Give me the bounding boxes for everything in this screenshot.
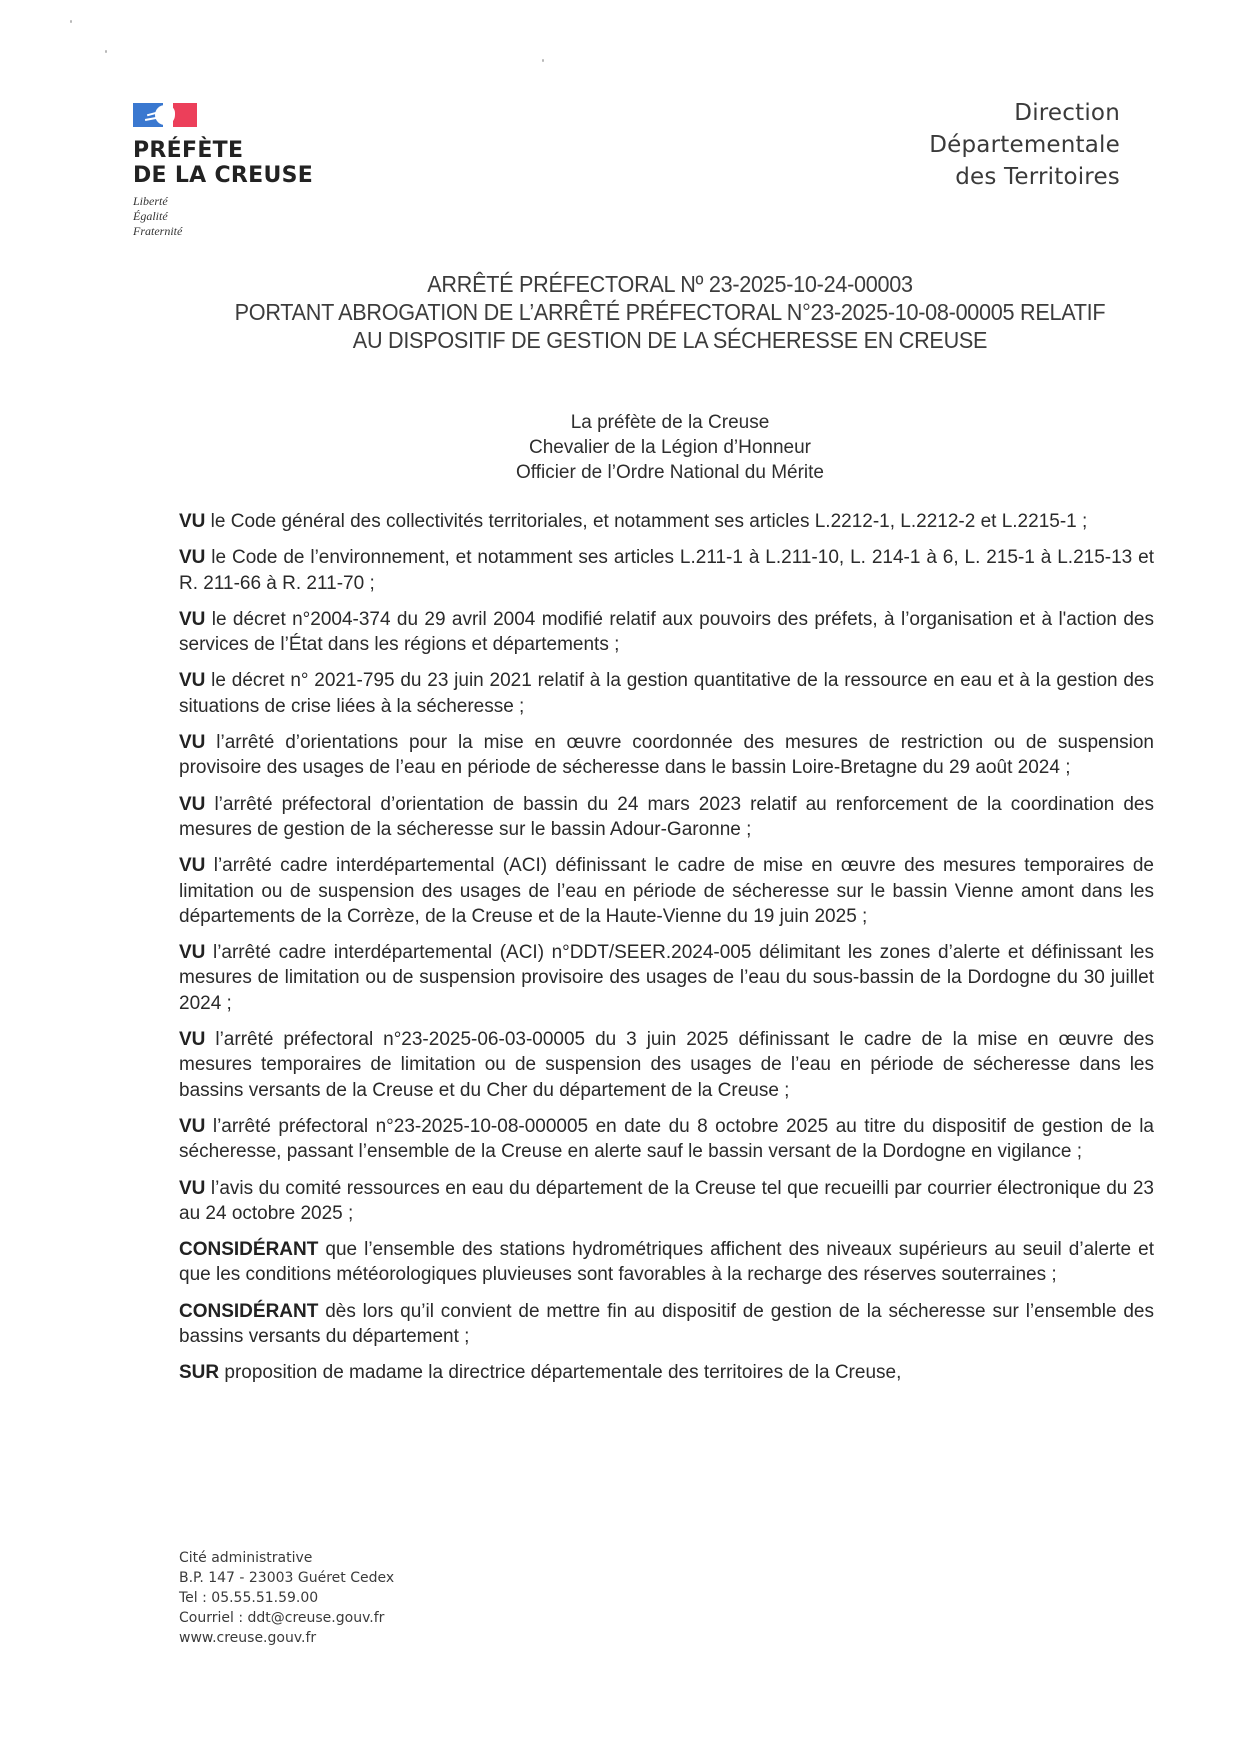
preamble-paragraph (179, 1176, 1154, 1227)
republic-motto (133, 194, 333, 239)
paragraph-keyword: VU (179, 608, 206, 630)
preamble-paragraph (179, 1114, 1154, 1165)
prefecture-name-line: DE LA CREUSE (133, 163, 314, 188)
decree-preamble (179, 509, 1154, 1397)
footer-email: Courriel : ddt@creuse.gouv.fr (179, 1610, 385, 1626)
paragraph-keyword: VU (179, 1115, 206, 1137)
preamble-paragraph (179, 1027, 1154, 1103)
considering-paragraph (179, 1237, 1154, 1288)
paragraph-keyword: CONSIDÉRANT (179, 1300, 319, 1322)
title-line: AU DISPOSITIF DE GESTION DE LA SÉCHERESSE EN CREUSE (352, 327, 988, 353)
motto-line: Égalité (133, 209, 168, 223)
prefecture-logo (133, 103, 333, 239)
paragraph-text: l’arrêté d’orientations pour la mise en œuvre coordonnée des mesures de restriction ou de suspension provisoire des usages de l’eau en période de sécheresse dans le bassin Loire-Bretagne du 29 août 2024 ; (179, 732, 1154, 779)
paragraph-text: l’arrêté cadre interdépartemental (ACI) définissant le cadre de mise en œuvre des mesures temporaires de limitation ou de suspension des usages de l’eau en période de sécheresse sur le bassin Vienne amont dans les départements de la Corrèze, de la Creuse et de la Haute-Vienne du 19 juin 2025 ; (179, 855, 1154, 927)
scan-speck (542, 59, 544, 62)
paragraph-text: l’arrêté préfectoral n°23-2025-06-03-00005 du 3 juin 2025 définissant le cadre de la mise en œuvre des mesures temporaires de limitation ou de suspension des usages de l’eau en période de sécheresse dans les bassins versants de la Creuse et du Cher du département de la Creuse ; (179, 1029, 1154, 1101)
paragraph-text: l’arrêté préfectoral d’orientation de bassin du 24 mars 2023 relatif au renforcement de la coordination des mesures de gestion de la sécheresse sur le bassin Adour-Garonne ; (179, 793, 1154, 840)
prefecture-name-line: PRÉFÈTE (133, 138, 244, 163)
department-line: Direction (1014, 100, 1120, 126)
preamble-paragraph (179, 607, 1154, 658)
paragraph-keyword: VU (179, 732, 206, 754)
footer-postal: B.P. 147 - 23003 Guéret Cedex (179, 1570, 395, 1586)
preamble-paragraph (179, 853, 1154, 929)
preamble-paragraph (179, 668, 1154, 719)
preamble-paragraph (179, 545, 1154, 596)
paragraph-text: que l’ensemble des stations hydrométriques affichent des niveaux supérieurs au seuil d’alerte et que les conditions météorologiques pluvieuses sont favorables à la recharge des réserves souterraines ; (179, 1239, 1154, 1286)
paragraph-keyword: VU (179, 547, 206, 569)
signing-authority (160, 410, 1180, 485)
authority-line: Chevalier de la Légion d’Honneur (528, 437, 812, 458)
marianne-flag-icon (133, 103, 197, 127)
paragraph-keyword: VU (179, 942, 206, 964)
scan-speck (70, 20, 72, 23)
scan-speck (105, 50, 107, 53)
authority-line: La préfète de la Creuse (570, 412, 770, 433)
contact-footer (179, 1548, 394, 1648)
paragraph-keyword: VU (179, 1177, 206, 1199)
preamble-paragraph (179, 509, 1154, 534)
footer-website: www.creuse.gouv.fr (179, 1630, 317, 1646)
paragraph-text: l’arrêté cadre interdépartemental (ACI) n°DDT/SEER.2024-005 délimitant les zones d’alerte et définissant les mesures de limitation ou de suspension provisoire des usages de l’eau du sous-bassin de la Dordogne du 30 juillet 2024 ; (179, 942, 1154, 1014)
title-line: ARRÊTÉ PRÉFECTORAL Nº 23-2025-10-24-00003 (427, 271, 913, 297)
title-line: PORTANT ABROGATION DE L’ARRÊTÉ PRÉFECTORAL N°23-2025-10-08-00005 RELATIF (234, 299, 1106, 325)
decree-title (191, 270, 1150, 354)
paragraph-text: le décret n° 2021-795 du 23 juin 2021 relatif à la gestion quantitative de la ressource en eau et à la gestion des situations de crise liées à la sécheresse ; (179, 670, 1154, 717)
issuing-department (929, 97, 1120, 193)
paragraph-keyword: VU (179, 855, 206, 877)
authority-line: Officier de l’Ordre National du Mérite (516, 462, 824, 483)
paragraph-text: l’avis du comité ressources en eau du département de la Creuse tel que recueilli par courrier électronique du 23 au 24 octobre 2025 ; (179, 1177, 1154, 1224)
paragraph-keyword: SUR (179, 1362, 220, 1384)
paragraph-keyword: VU (179, 511, 206, 532)
considering-paragraph (179, 1299, 1154, 1350)
paragraph-text: l’arrêté préfectoral n°23-2025-10-08-000005 en date du 8 octobre 2025 au titre du dispositif de gestion de la sécheresse, passant l’ensemble de la Creuse en alerte sauf le bassin versant de la Dordogne en vigilance ; (179, 1115, 1154, 1163)
paragraph-text: le décret n°2004-374 du 29 avril 2004 modifié relatif aux pouvoirs des préfets, à l’organisation et à l'action des services de l’État dans les régions et départements ; (179, 608, 1154, 656)
paragraph-keyword: VU (179, 1029, 206, 1051)
paragraph-keyword: VU (179, 670, 206, 692)
paragraph-keyword: VU (179, 793, 206, 815)
preamble-paragraph (179, 940, 1154, 1016)
paragraph-keyword: CONSIDÉRANT (179, 1239, 319, 1261)
preamble-paragraph (179, 730, 1154, 781)
preamble-paragraph (179, 792, 1154, 843)
proposal-paragraph (179, 1360, 1154, 1385)
department-line: Départementale (929, 132, 1120, 158)
footer-address: Cité administrative (179, 1550, 313, 1566)
motto-line: Liberté (133, 194, 168, 208)
paragraph-text: proposition de madame la directrice départementale des territoires de la Creuse, (219, 1362, 902, 1384)
footer-phone: Tel : 05.55.51.59.00 (179, 1590, 319, 1606)
prefecture-name (133, 138, 333, 188)
paragraph-text: dès lors qu’il convient de mettre fin au dispositif de gestion de la sécheresse sur l’ensemble des bassins versants du département ; (179, 1300, 1154, 1348)
motto-line: Fraternité (133, 224, 183, 238)
paragraph-text: le Code général des collectivités territoriales, et notamment ses articles L.2212-1, L.2212-2 et L.2215-1 ; (205, 511, 1088, 532)
paragraph-text: le Code de l’environnement, et notamment ses articles L.211-1 à L.211-10, L. 214-1 à 6, L. 215-1 à L.215-13 et R. 211-66 à R. 211-70 ; (179, 547, 1154, 594)
department-line: des Territoires (955, 164, 1120, 190)
